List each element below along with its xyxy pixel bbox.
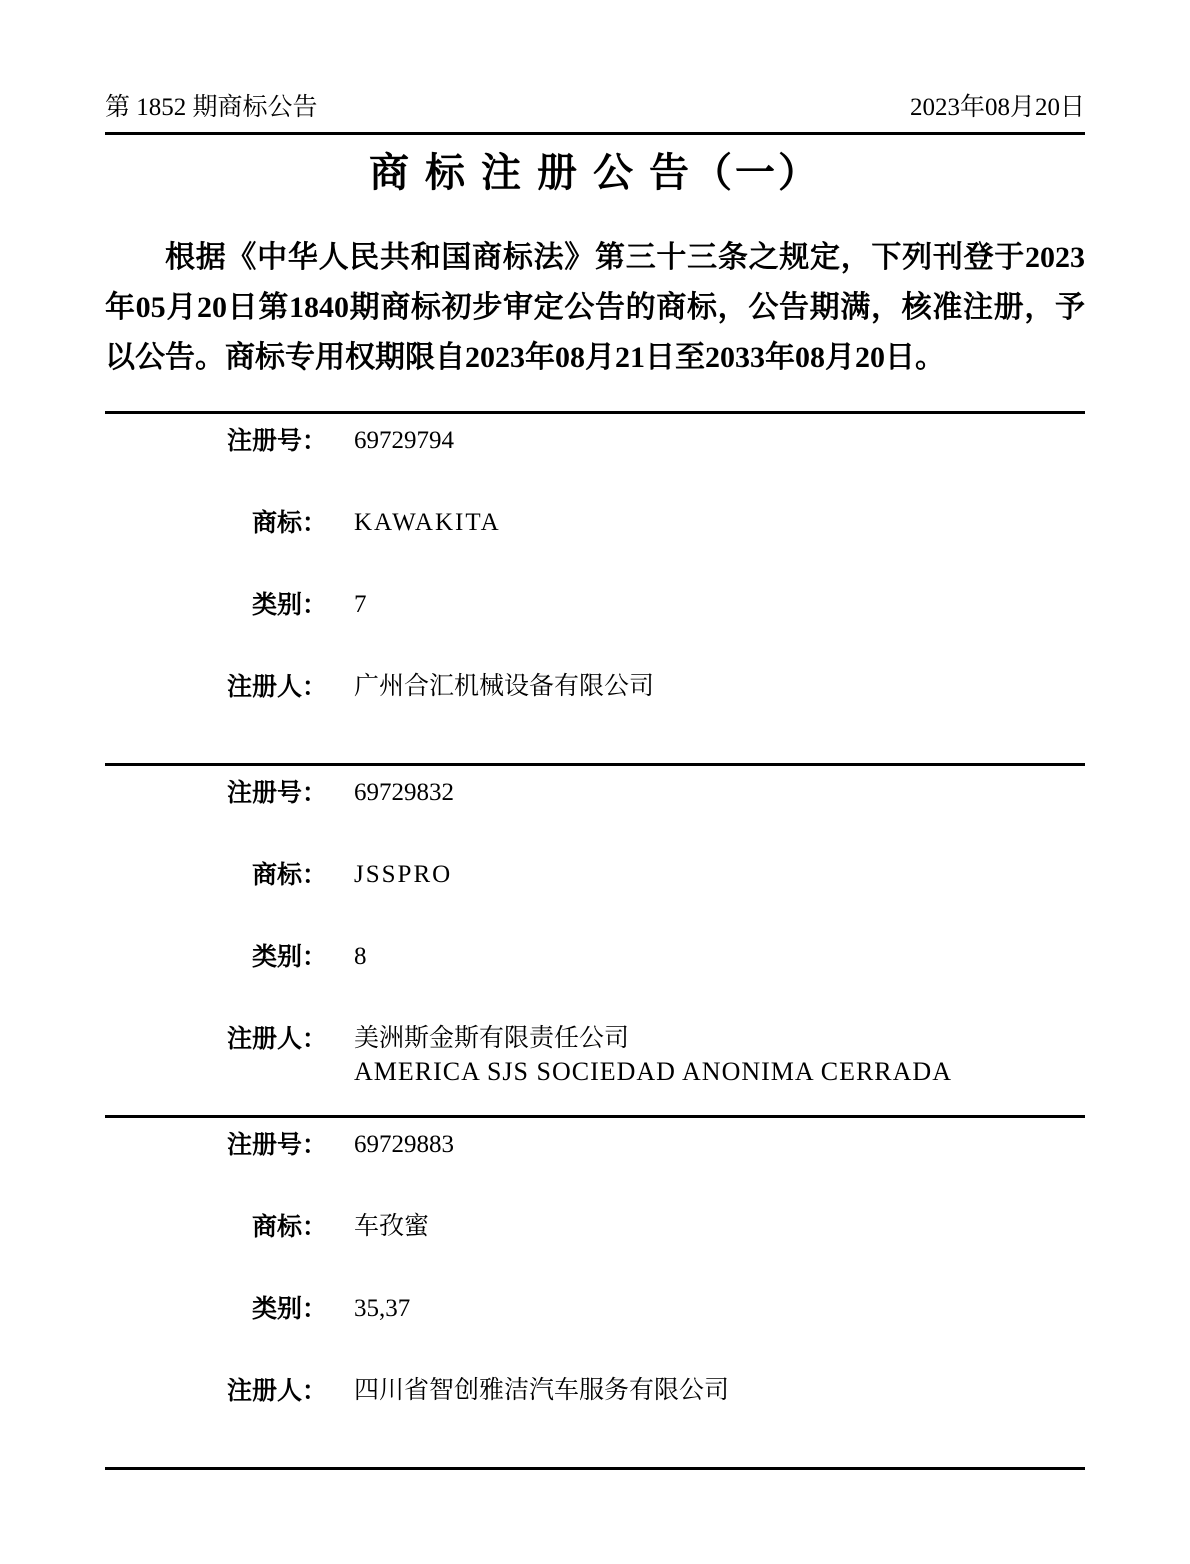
registrant-line-1: 广州合汇机械设备有限公司: [354, 673, 655, 700]
registrant-value: [354, 1376, 729, 1406]
category-value: 8: [354, 943, 367, 970]
intro-paragraph: 根据《中华人民共和国商标法》第三十三条之规定，下列刊登于2023年05月20日第1840期商标初步审定公告的商标，公告期满，核准注册，予以公告。商标专用权期限自2023年08月21日至2033年08月20日。: [105, 241, 1085, 374]
registrant-label: 注册人：: [226, 1025, 327, 1053]
reg-no-label: 注册号：: [226, 427, 327, 455]
registrant-row: [105, 672, 1085, 702]
category-value: 7: [354, 591, 367, 618]
registrant-line-1: 四川省智创雅洁汽车服务有限公司: [354, 1377, 730, 1404]
page-content: [105, 0, 1085, 1470]
category-row: [105, 1294, 1085, 1324]
header-divider: [105, 132, 1085, 135]
reg-no-value: 69729832: [354, 779, 454, 806]
registrant-value: [354, 1024, 952, 1090]
trademark-record: [105, 1115, 1085, 1467]
header-date-label: 2023年08月20日: [909, 94, 1085, 121]
category-value: 35,37: [354, 1295, 411, 1322]
registrant-label: 注册人：: [226, 1377, 327, 1405]
category-row: [105, 590, 1085, 620]
category-label: 类别：: [251, 943, 327, 971]
trademark-label: 商标：: [251, 861, 327, 889]
trademark-record: [105, 411, 1085, 763]
registrant-line-2: AMERICA SJS SOCIEDAD ANONIMA CERRADA: [354, 1057, 952, 1086]
reg-no-value: 69729883: [354, 1131, 454, 1158]
reg-no-label: 注册号：: [226, 779, 327, 807]
registrant-label: 注册人：: [226, 673, 327, 701]
trademark-row: [105, 860, 1085, 890]
trademark-record: [105, 763, 1085, 1115]
page-title: 商 标 注 册 公 告（一）: [369, 150, 821, 195]
registrant-line-1: 美洲斯金斯有限责任公司: [354, 1025, 630, 1052]
registrant-value: [354, 672, 654, 702]
page-header: [105, 0, 1085, 123]
category-row: [105, 942, 1085, 972]
reg-no-row: [105, 1130, 1085, 1160]
trademark-row: [105, 508, 1085, 538]
registrant-row: [105, 1024, 1085, 1090]
category-label: 类别：: [251, 1295, 327, 1323]
reg-no-value: 69729794: [354, 427, 454, 454]
records-list: [105, 411, 1085, 1470]
trademark-row: [105, 1212, 1085, 1242]
trademark-value: KAWAKITA: [354, 509, 501, 536]
reg-no-row: [105, 426, 1085, 456]
trademark-value: 车孜蜜: [354, 1213, 430, 1240]
registrant-row: [105, 1376, 1085, 1406]
reg-no-label: 注册号：: [226, 1131, 327, 1159]
trademark-value: JSSPRO: [354, 861, 453, 888]
reg-no-row: [105, 778, 1085, 808]
trademark-label: 商标：: [251, 509, 327, 537]
category-label: 类别：: [251, 591, 327, 619]
header-issue-label: 第 1852 期商标公告: [105, 94, 318, 121]
trademark-label: 商标：: [251, 1213, 327, 1241]
